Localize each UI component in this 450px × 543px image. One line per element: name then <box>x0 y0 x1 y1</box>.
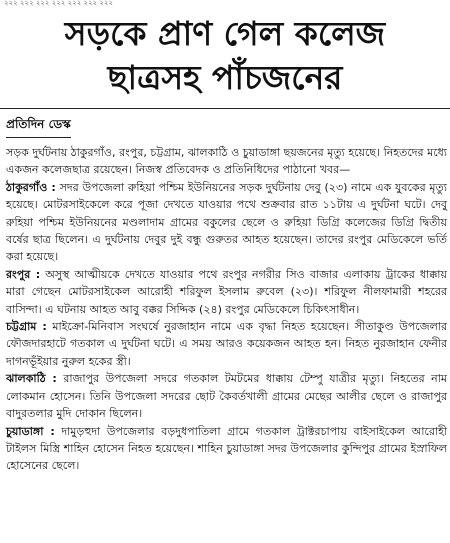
article-body <box>0 144 450 475</box>
dateline-chuadanga: চুয়াডাঙ্গা : <box>6 424 55 438</box>
paragraph-text: দামুড়হুদা উপজেলার বড়দুধপাতিলা গ্রামে গতকাল ট্রাক্টরচাপায় বাইসাইকেল আরোহী টাইলস মিস্ত্রি শাহিন হোসেন নিহত হয়েছেন। শাহিন চুয়াডাঙ্গা সদর উপজেলার কুন্দিপুর গ্রামের ইস্রাফিল হোসেনের ছেলে। <box>6 424 447 473</box>
dateline-rangpur: রংপুর : <box>6 267 41 281</box>
dateline-thakurgaon: ঠাকুরগাঁও : <box>6 180 56 194</box>
paragraph-text: মাইক্রো-মিনিবাস সংঘর্ষে নুরজাহান নামে এক বৃদ্ধা নিহত হয়েছেন। সীতাকুণ্ড উপজেলার ফৌজদারহাটে গতকাল এ দুর্ঘটনা ঘটে। এ সময় আরও কয়েকজন আহত হন। নিহত নুরজাহান ফেনীর দাগনভূঁইয়ার নুরুল হকের স্ত্রী। <box>6 320 448 368</box>
paragraph-jhalokathi <box>6 370 447 422</box>
top-strip-cut-text: ২২২ ২২২ ২২২ ২২২ ২২২ ২২২ ২২২ <box>4 0 113 6</box>
paragraph-thakurgaon <box>6 179 447 266</box>
paragraph-text: অসুস্থ আত্মীয়কে দেখতে যাওয়ার পথে রংপুর নগরীর সিও বাজার এলাকায় ট্রাকের ধাক্কায় মারা গেছেন মোটরসাইকেল আরোহী শরিফুল ইসলাম রুবেল (২৩)। শরিফুল নীলফামারী শহরের বাসিন্দা। এ ঘটনায় আহত আবু বক্কর সিদ্দিক (২৪) রংপুর মেডিকেলে চিকিৎসাধীন। <box>6 267 447 316</box>
headline-divider <box>0 108 450 109</box>
paragraph-chuadanga <box>6 423 447 475</box>
paragraph-text: সদর উপজেলা রুহিয়া পশ্চিম ইউনিয়নের সড়ক দুর্ঘটনায় দেবু (২৩) নামে এক যুবকের মৃত্যু হয়েছে। মোটরসাইকেলে করে পূজা দেখতে যাওয়ার পথে শুক্রবার রাত ১১টায় এ দুর্ঘটনা ঘটে। দেবু রুহিয়া পশ্চিম ইউনিয়নের মণ্ডলাদাম গ্রামের বকুলের ছেলে ও রুহিয়া ডিগ্রি কলেজের ডিগ্রি দ্বিতীয় বর্ষের ছাত্র ছিলেন। এ দুর্ঘটনায় দেবুর দুই বন্ধু গুরুতর আহত হয়েছেন। তাদের রংপুর মেডিকেলে ভর্তি করা হয়েছে। <box>6 180 447 264</box>
paragraph-text: রাজাপুর উপজেলা সদরে গতকাল টমটমের ধাক্কায় টেম্পু যাত্রীর মৃত্যু। নিহতের নাম লোকমান হোসেন। তিনি উপজেলা সদরের ছোট কৈবর্তখালী গ্রামের মেছের আলীর ছেলে ও রাজাপুর বাদুরতলার মুদি দোকান ছিলেন। <box>6 372 447 421</box>
intro-paragraph: সড়ক দুর্ঘটনায় ঠাকুরগাঁও, রংপুর, চট্টগ্রাম, ঝালকাঠি ও চুয়াডাঙ্গা ছয়জনের মৃত্যু হয়েছে। নিহতদের মধ্যে একজন কলেজছাত্র রয়েছেন। নিজস্ব প্রতিবেদক ও প্রতিনিধিদের পাঠানো খবর— <box>6 146 447 177</box>
dateline-jhalokathi: ঝালকাঠি : <box>6 372 57 386</box>
paragraph-rangpur <box>6 266 447 318</box>
article-headline <box>0 12 450 100</box>
dateline-chattogram: চট্টগ্রাম : <box>6 320 47 334</box>
paragraph-chattogram <box>6 318 447 370</box>
headline-line-2: ছাত্রসহ পাঁচজনের <box>107 58 343 97</box>
headline-line-1: সড়কে প্রাণ গেল কলেজ <box>64 14 386 53</box>
byline-desk: প্রতিদিন ডেস্ক <box>6 116 71 138</box>
